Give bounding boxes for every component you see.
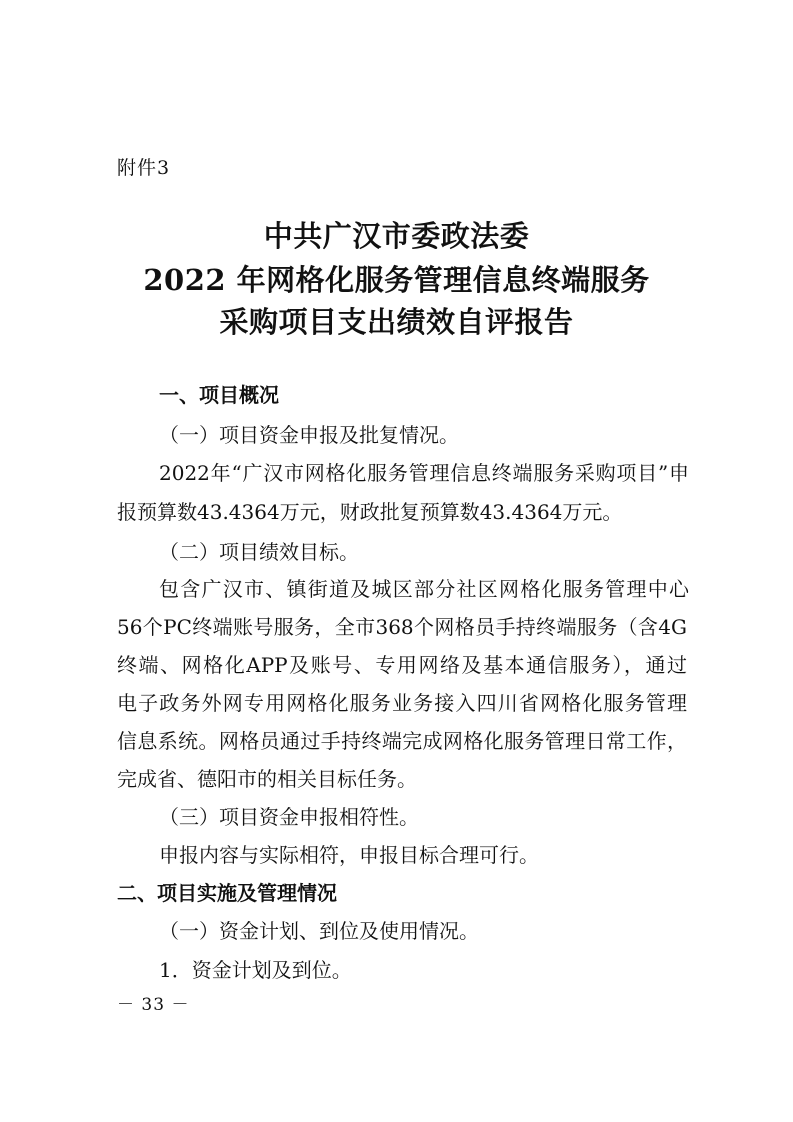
title-line-3: 采购项目支出绩效自评报告 <box>219 305 574 339</box>
paragraph-1-line-1: 2022年“广汉市网格化服务管理信息终端服务采购项目”申 <box>159 461 689 485</box>
paragraph-2-line-5: 信息系统。网格员通过手持终端完成网格化服务管理日常工作， <box>117 729 687 753</box>
paragraph-3: 申报内容与实际相符，申报目标合理可行。 <box>159 843 539 867</box>
attachment-label: 附件3 <box>117 157 171 179</box>
paragraph-2-line-1: 包含广汉市、镇街道及城区部分社区网格化服务管理中心 <box>159 577 689 601</box>
subheading-1: （一）项目资金申报及批复情况。 <box>159 423 459 447</box>
section-heading-2: 二、项目实施及管理情况 <box>117 881 337 905</box>
paragraph-1-line-2: 报预算数43.4364万元，财政批复预算数43.4364万元。 <box>117 500 623 524</box>
paragraph-2-line-4: 电子政务外网专用网格化服务业务接入四川省网格化服务管理 <box>117 691 687 715</box>
page-number: － 33 － <box>117 995 190 1015</box>
paragraph-2-line-3: 终端、网格化APP及账号、专用网络及基本通信服务），通过 <box>117 653 687 677</box>
subheading-3: （三）项目资金申报相符性。 <box>159 805 419 829</box>
title-line-1: 中共广汉市委政法委 <box>263 219 530 253</box>
title-line-2: 2022 年网格化服务管理信息终端服务 <box>143 263 650 297</box>
subheading-4: （一）资金计划、到位及使用情况。 <box>159 919 479 943</box>
section-heading-1: 一、项目概况 <box>159 383 279 407</box>
subheading-5: 1．资金计划及到位。 <box>159 958 352 982</box>
subheading-2: （二）项目绩效目标。 <box>159 540 359 564</box>
paragraph-2-line-2: 56个PC终端账号服务，全市368个网格员手持终端服务（含4G <box>117 615 687 639</box>
paragraph-2-line-6: 完成省、德阳市的相关目标任务。 <box>117 767 417 791</box>
